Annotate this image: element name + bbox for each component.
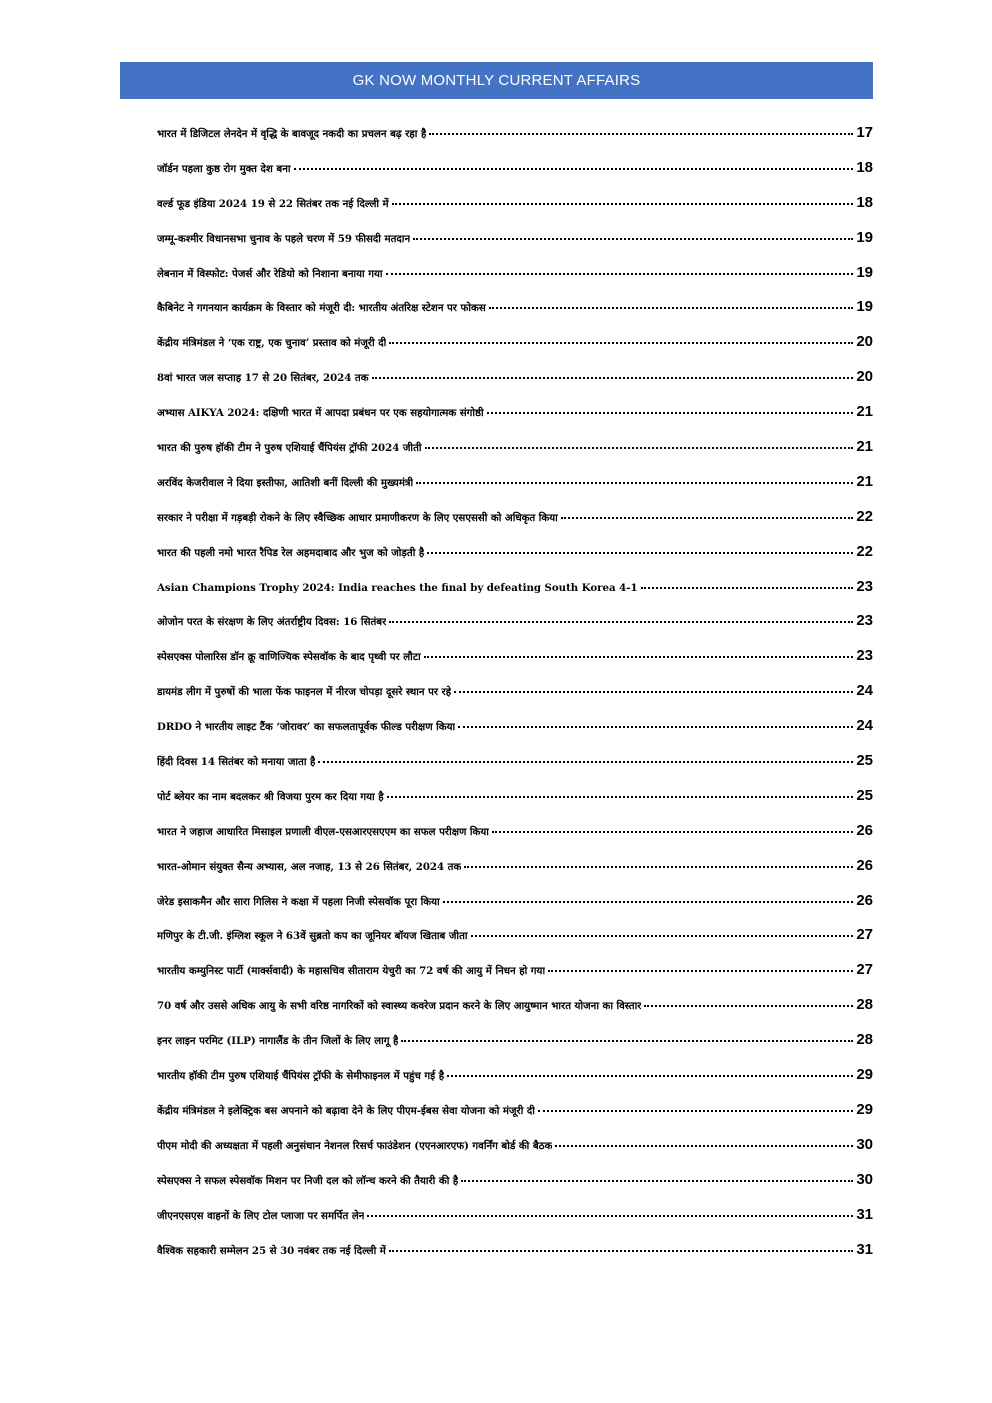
toc-entry-page: 28 <box>856 996 873 1014</box>
dot-leader <box>641 587 854 589</box>
toc-entry[interactable] <box>157 1198 873 1233</box>
toc-entry-title: डायमंड लीग में पुरुषों की भाला फेंक फाइनल में नीरज चोपड़ा दूसरे स्थान पर रहे <box>157 686 452 699</box>
toc-entry[interactable] <box>157 1023 873 1058</box>
toc-entry-title: इनर लाइन परमिट (ILP) नागालैंड के तीन जिलों के लिए लागू है <box>157 1035 399 1048</box>
toc-entry-title: स्पेसएक्स पोलारिस डॉन क्रू वाणिज्यिक स्पेसवॉक के बाद पृथ्वी पर लौटा <box>157 651 421 664</box>
toc-entry-title: लेबनान में विस्फोट: पेजर्स और रेडियो को निशाना बनाया गया <box>157 267 383 280</box>
toc-entry[interactable] <box>157 604 873 639</box>
dot-leader <box>429 133 853 135</box>
dot-leader <box>447 1075 853 1077</box>
toc-entry-title: वर्ल्ड फूड इंडिया 2024 19 से 22 सितंबर तक नई दिल्ली में <box>157 197 389 210</box>
dot-leader <box>458 726 853 728</box>
toc-entry[interactable] <box>157 918 873 953</box>
toc-entry-title: ओजोन परत के संरक्षण के लिए अंतर्राष्ट्रीय दिवस: 16 सितंबर <box>157 616 387 629</box>
toc-entry-page: 21 <box>856 472 873 490</box>
toc-entry[interactable] <box>157 465 873 500</box>
toc-entry-title: अरविंद केजरीवाल ने दिया इस्तीफा, आतिशी बनीं दिल्ली की मुख्यमंत्री <box>157 476 414 489</box>
toc-entry-title: भारतीय हॉकी टीम पुरुष एशियाई चैंपियंस ट्रॉफी के सेमीफाइनल में पहुंच गई है <box>157 1070 445 1083</box>
toc-entry[interactable] <box>157 709 873 744</box>
dot-leader <box>489 307 854 309</box>
toc-entry[interactable] <box>157 674 873 709</box>
toc-entry-title: DRDO ने भारतीय लाइट टैंक ‘जोरावर’ का सफलतापूर्वक फील्ड परीक्षण किया <box>157 721 456 734</box>
dot-leader <box>389 342 853 344</box>
toc-entry-title: स्पेसएक्स ने सफल स्पेसवॉक मिशन पर निजी दल को लॉन्च करने की तैयारी की है <box>157 1174 459 1187</box>
toc-entry-page: 29 <box>856 1066 873 1084</box>
toc-entry-page: 24 <box>856 682 873 700</box>
toc-entry-title: भारत की पुरुष हॉकी टीम ने पुरुष एशियाई चैंपियंस ट्रॉफी 2024 जीती <box>157 442 422 455</box>
toc-entry-page: 21 <box>856 438 873 456</box>
dot-leader <box>427 552 853 554</box>
dot-leader <box>424 656 854 658</box>
toc-entry[interactable] <box>157 1058 873 1093</box>
toc-entry-title: जीएनएसएस वाहनों के लिए टोल प्लाजा पर समर्पित लेन <box>157 1209 365 1222</box>
toc-entry-page: 25 <box>856 786 873 804</box>
toc-entry[interactable] <box>157 256 873 291</box>
toc-entry[interactable] <box>157 988 873 1023</box>
toc-entry[interactable] <box>157 221 873 256</box>
dot-leader <box>386 273 854 275</box>
toc-entry-page: 30 <box>856 1135 873 1153</box>
toc-entry[interactable] <box>157 953 873 988</box>
dot-leader <box>367 1215 853 1217</box>
dot-leader <box>387 796 854 798</box>
toc-entry-title: केंद्रीय मंत्रिमंडल ने ‘एक राष्ट्र, एक चुनाव’ प्रस्ताव को मंजूरी दी <box>157 337 387 350</box>
toc-entry-page: 24 <box>856 717 873 735</box>
toc-entry-page: 27 <box>856 926 873 944</box>
toc-entry-title: जम्मू-कश्मीर विधानसभा चुनाव के पहले चरण में 59 फीसदी मतदान <box>157 232 411 245</box>
toc-entry-page: 20 <box>856 333 873 351</box>
toc-entry[interactable] <box>157 814 873 849</box>
toc-entry[interactable] <box>157 1163 873 1198</box>
toc-entry-page: 18 <box>856 193 873 211</box>
dot-leader <box>318 761 853 763</box>
toc-entry-title: मणिपुर के टी.जी. इंग्लिश स्कूल ने 63वें सुब्रतो कप का जूनियर बॉयज खिताब जीता <box>157 930 468 943</box>
toc-entry-page: 20 <box>856 368 873 386</box>
toc-entry[interactable] <box>157 884 873 919</box>
header-title: GK NOW MONTHLY CURRENT AFFAIRS <box>352 72 641 89</box>
toc-entry[interactable] <box>157 1093 873 1128</box>
toc-entry-page: 25 <box>856 752 873 770</box>
toc-entry-title: भारत ने जहाज आधारित मिसाइल प्रणाली वीएल-एसआरएसएएम का सफल परीक्षण किया <box>157 825 489 838</box>
dot-leader <box>443 901 854 903</box>
dot-leader <box>548 970 853 972</box>
toc-entry[interactable] <box>157 1233 873 1268</box>
toc-entry-page: 27 <box>856 961 873 979</box>
toc-entry-page: 19 <box>856 263 873 281</box>
dot-leader <box>372 377 854 379</box>
dot-leader <box>294 168 854 170</box>
toc-entry-title: वैश्विक सहकारी सम्मेलन 25 से 30 नवंबर तक नई दिल्ली में <box>157 1244 386 1257</box>
table-of-contents <box>157 116 873 1267</box>
toc-entry-title: Asian Champions Trophy 2024: India reaches the final by defeating South Korea 4-1 <box>157 581 638 594</box>
toc-entry-page: 17 <box>856 124 873 141</box>
toc-entry[interactable] <box>157 570 873 605</box>
toc-entry-page: 22 <box>856 507 873 525</box>
toc-entry-title: केंद्रीय मंत्रिमंडल ने इलेक्ट्रिक बस अपनाने को बढ़ावा देने के लिए पीएम-ईबस सेवा योजना को मंजूरी दी <box>157 1104 535 1117</box>
toc-entry[interactable] <box>157 535 873 570</box>
toc-entry-page: 28 <box>856 1031 873 1049</box>
page-header-bar <box>120 62 873 99</box>
toc-entry[interactable] <box>157 325 873 360</box>
toc-entry-page: 31 <box>856 1205 873 1223</box>
toc-entry-page: 26 <box>856 856 873 874</box>
toc-entry-page: 26 <box>856 891 873 909</box>
dot-leader <box>464 866 853 868</box>
dot-leader <box>416 482 853 484</box>
dot-leader <box>413 238 853 240</box>
toc-entry[interactable] <box>157 186 873 221</box>
toc-entry-page: 19 <box>856 298 873 316</box>
dot-leader <box>471 935 854 937</box>
dot-leader <box>644 1005 853 1007</box>
toc-entry-page: 21 <box>856 403 873 421</box>
toc-entry[interactable] <box>157 151 873 186</box>
toc-entry-title: हिंदी दिवस 14 सितंबर को मनाया जाता है <box>157 756 316 769</box>
toc-entry-page: 18 <box>856 158 873 176</box>
toc-entry[interactable] <box>157 430 873 465</box>
toc-entry-page: 29 <box>856 1100 873 1118</box>
toc-entry[interactable] <box>157 639 873 674</box>
dot-leader <box>538 1110 853 1112</box>
toc-entry-page: 19 <box>856 228 873 246</box>
toc-entry-title: अभ्यास AIKYA 2024: दक्षिणी भारत में आपदा प्रबंधन पर एक सहयोगात्मक संगोष्ठी <box>157 407 484 420</box>
toc-entry-title: जेरेड इसाकमैन और सारा गिलिस ने कक्षा में पहला निजी स्पेसवॉक पूरा किया <box>157 895 440 908</box>
toc-entry-title: भारतीय कम्युनिस्ट पार्टी (मार्क्सवादी) के महासचिव सीताराम येचुरी का 72 वर्ष की आयु में निधन हो गया <box>157 965 546 978</box>
toc-entry[interactable] <box>157 116 873 151</box>
dot-leader <box>425 447 854 449</box>
toc-entry[interactable] <box>157 395 873 430</box>
dot-leader <box>461 1180 853 1182</box>
toc-entry-page: 30 <box>856 1170 873 1188</box>
toc-entry-page: 26 <box>856 821 873 839</box>
toc-entry-page: 31 <box>856 1240 873 1258</box>
toc-entry-title: भारत-ओमान संयुक्त सैन्य अभ्यास, अल नजाह, 13 से 26 सितंबर, 2024 तक <box>157 860 462 873</box>
toc-entry-title: भारत में डिजिटल लेनदेन में वृद्धि के बावजूद नकदी का प्रचलन बढ़ रहा है <box>157 128 427 140</box>
toc-entry[interactable] <box>157 360 873 395</box>
dot-leader <box>454 691 853 693</box>
toc-entry[interactable] <box>157 1128 873 1163</box>
toc-entry-title: भारत की पहली नमो भारत रैपिड रेल अहमदाबाद और भुज को जोड़ती है <box>157 546 425 559</box>
toc-entry-title: 70 वर्ष और उससे अधिक आयु के सभी वरिष्ठ नागरिकों को स्वास्थ्य कवरेज प्रदान करने के लिए आयुष्मान भारत योजना का विस्तार <box>157 1000 642 1013</box>
toc-entry-title: जॉर्डन पहला कुष्ठ रोग मुक्त देश बना <box>157 162 291 175</box>
dot-leader <box>555 1145 853 1147</box>
toc-entry-page: 23 <box>856 647 873 665</box>
toc-entry-page: 23 <box>856 612 873 630</box>
toc-entry-title: पीएम मोदी की अध्यक्षता में पहली अनुसंधान नेशनल रिसर्च फाउंडेशन (एएनआरएफ) गवर्निंग बोर्ड की बैठक <box>157 1139 553 1152</box>
toc-entry-title: कैबिनेट ने गगनयान कार्यक्रम के विस्तार को मंजूरी दी: भारतीय अंतरिक्ष स्टेशन पर फोकस <box>157 302 486 315</box>
toc-entry[interactable] <box>157 500 873 535</box>
dot-leader <box>401 1040 853 1042</box>
toc-entry-title: 8वां भारत जल सप्ताह 17 से 20 सितंबर, 2024 तक <box>157 372 369 385</box>
toc-entry-title: सरकार ने परीक्षा में गड़बड़ी रोकने के लिए स्वैच्छिक आधार प्रमाणीकरण के लिए एसएससी को अधिकृत किया <box>157 511 558 524</box>
toc-entry[interactable] <box>157 290 873 325</box>
toc-entry[interactable] <box>157 849 873 884</box>
dot-leader <box>492 831 853 833</box>
toc-entry-page: 23 <box>856 577 873 595</box>
toc-entry[interactable] <box>157 744 873 779</box>
dot-leader <box>389 1250 853 1252</box>
dot-leader <box>561 517 854 519</box>
dot-leader <box>392 203 854 205</box>
toc-entry-page: 22 <box>856 542 873 560</box>
toc-entry[interactable] <box>157 779 873 814</box>
toc-entry-title: पोर्ट ब्लेयर का नाम बदलकर श्री विजया पुरम कर दिया गया है <box>157 790 384 803</box>
dot-leader <box>389 621 853 623</box>
dot-leader <box>487 412 854 414</box>
